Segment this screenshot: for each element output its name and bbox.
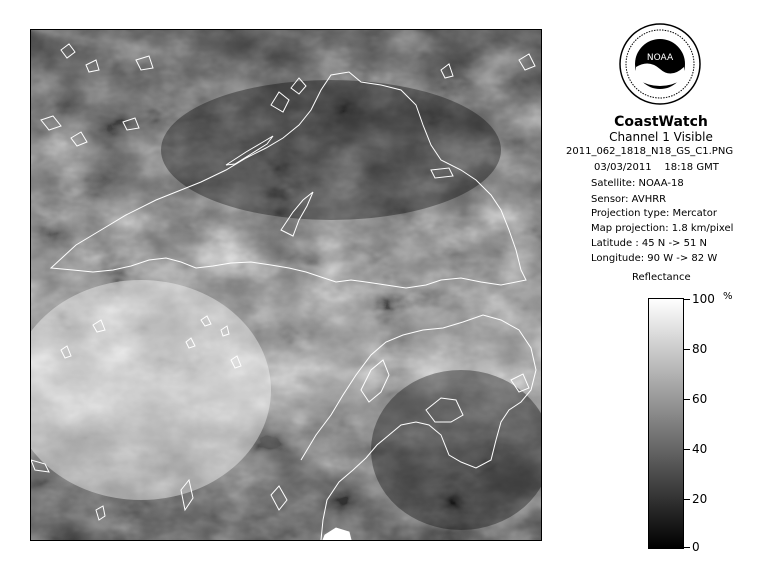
legend-unit: % bbox=[723, 291, 733, 302]
colorbar-tick-label: 100 bbox=[692, 292, 715, 306]
satellite-map-svg bbox=[31, 30, 541, 540]
latitude-text: Latitude : 45 N -> 51 N bbox=[591, 238, 707, 249]
colorbar-tick bbox=[684, 299, 690, 300]
colorbar-tick bbox=[684, 349, 690, 350]
colorbar-tick bbox=[684, 499, 690, 500]
dark-cloud-band bbox=[161, 80, 501, 220]
brand-title: CoastWatch bbox=[614, 114, 708, 130]
noaa-logo-text: NOAA bbox=[646, 53, 674, 63]
colorbar-tick-label: 0 bbox=[692, 540, 700, 554]
satellite-image bbox=[30, 29, 542, 541]
datetime-text: 03/03/2011 18:18 GMT bbox=[594, 162, 719, 173]
colorbar-tick-label: 60 bbox=[692, 392, 708, 406]
colorbar-tick-label: 80 bbox=[692, 342, 708, 356]
colorbar-tick bbox=[684, 399, 690, 400]
channel-label: Channel 1 Visible bbox=[609, 130, 713, 144]
colorbar-tick-label: 20 bbox=[692, 492, 708, 506]
sensor-text: Sensor: AVHRR bbox=[591, 194, 667, 205]
legend-title: Reflectance bbox=[632, 272, 691, 283]
colorbar-tick-label: 40 bbox=[692, 442, 708, 456]
satellite-text: Satellite: NOAA-18 bbox=[591, 178, 684, 189]
map-projection-text: Map projection: 1.8 km/pixel bbox=[591, 223, 734, 234]
colorbar-tick bbox=[684, 449, 690, 450]
filename-text: 2011_062_1818_N18_GS_C1.PNG bbox=[566, 146, 734, 157]
reflectance-colorbar bbox=[648, 298, 684, 549]
projection-type-text: Projection type: Mercator bbox=[591, 208, 717, 219]
longitude-text: Longitude: 90 W -> 82 W bbox=[591, 253, 718, 264]
colorbar-tick bbox=[684, 547, 690, 548]
noaa-logo bbox=[619, 23, 701, 105]
